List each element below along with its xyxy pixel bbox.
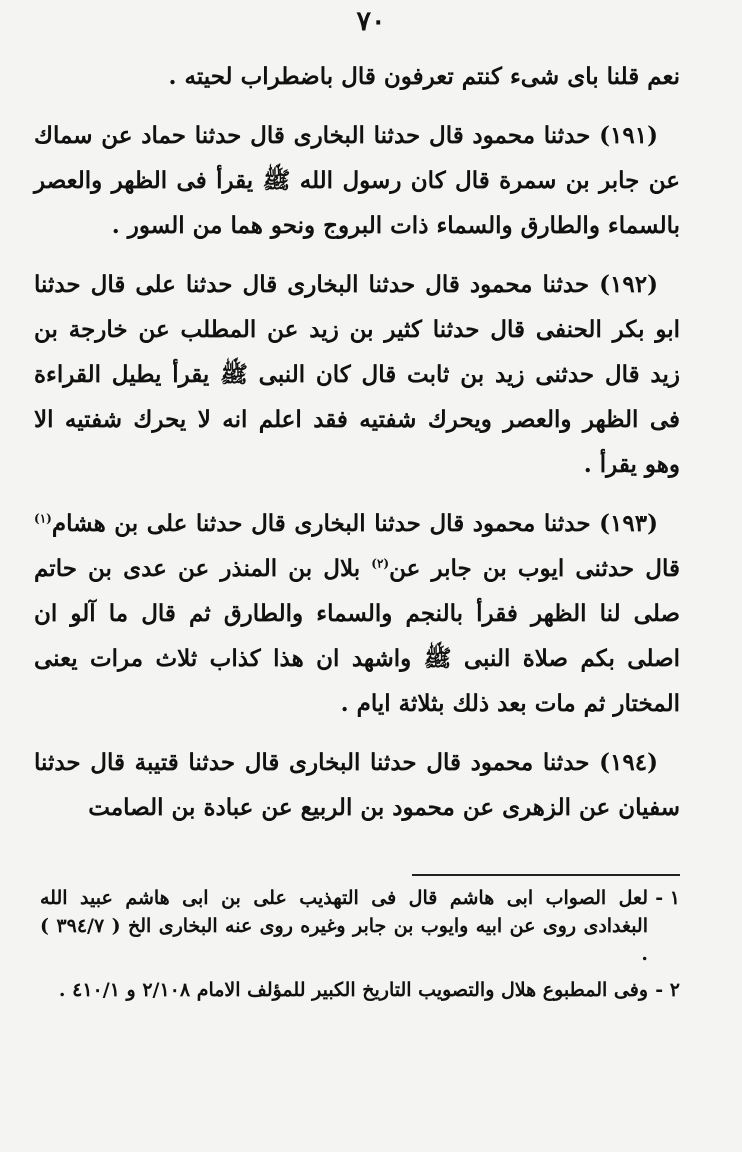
footnote-divider xyxy=(412,874,680,876)
footnote-text: لعل الصواب ابى هاشم قال فى التهذيب على بن ابى هاشم عبيد الله البغدادى روى عن ابيه وايوب بن جابر وغيره روى عنه البخارى الخ ( ٣٩٤/٧ ) . xyxy=(40,887,648,965)
hadith-text-part: قال حدثنى ايوب بن جابر عن xyxy=(389,555,680,582)
hadith-191 xyxy=(34,113,680,248)
hadith-number: (١٩٣) xyxy=(599,510,658,537)
hadith-192 xyxy=(34,262,680,487)
paragraph-intro xyxy=(34,54,680,99)
footnote-number: ٢ - xyxy=(655,979,680,1001)
hadith-text-part: حدثنا محمود قال حدثنا البخارى قال حدثنا على بن هشام xyxy=(51,510,591,537)
page-number: ٧٠ xyxy=(356,6,386,37)
hadith-number: (١٩١) xyxy=(599,122,658,149)
footnote-marker: (٢) xyxy=(371,556,390,571)
hadith-193 xyxy=(34,501,680,726)
footnote-number: ١ - xyxy=(655,887,680,909)
main-text xyxy=(34,54,680,830)
hadith-number: (١٩٢) xyxy=(599,271,658,298)
footnote-2 xyxy=(40,976,680,1004)
hadith-text: حدثنا محمود قال حدثنا البخارى قال حدثنا قتيبة قال حدثنا سفيان عن الزهرى عن محمود بن الربيع عن عبادة بن الصامت xyxy=(34,749,680,821)
hadith-text: حدثنا محمود قال حدثنا البخارى قال حدثنا حماد عن سماك عن جابر بن سمرة قال كان رسول الله ﷺ يقرأ فى الظهر والعصر بالسماء والطارق والسماء ذات البروج ونحو هما من السور . xyxy=(34,122,680,239)
footnote-text: وفى المطبوع هلال والتصويب التاريخ الكبير للمؤلف الامام ٢/١٠٨ و ٤١٠/١ . xyxy=(58,979,648,1001)
footnotes xyxy=(40,884,680,1012)
paragraph-text: نعم قلنا باى شىء كنتم تعرفون قال باضطراب لحيته . xyxy=(168,63,680,90)
footnote-1 xyxy=(40,884,680,968)
hadith-194 xyxy=(34,740,680,830)
footnote-marker: (١) xyxy=(34,511,52,526)
hadith-number: (١٩٤) xyxy=(599,749,658,776)
hadith-text: حدثنا محمود قال حدثنا البخارى قال حدثنا على قال حدثنا ابو بكر الحنفى قال حدثنا كثير بن زيد عن المطلب عن خارجة بن زيد قال حدثنى زيد بن ثابت قال كان النبى ﷺ يقرأ يطيل القراءة فى الظهر والعصر ويحرك شفتيه فقد اعلم انه لا يحرك شفتيه الا وهو يقرأ . xyxy=(34,271,680,478)
hadith-text-part: بلال بن المنذر عن عدى بن حاتم صلى لنا الظهر فقرأ بالنجم والسماء والطارق ثم قال ما آلو ان اصلى بكم صلاة النبى ﷺ واشهد ان هذا كذاب ثلاث مرات يعنى المختار ثم مات بعد ذلك بثلاثة ايام . xyxy=(34,555,680,717)
